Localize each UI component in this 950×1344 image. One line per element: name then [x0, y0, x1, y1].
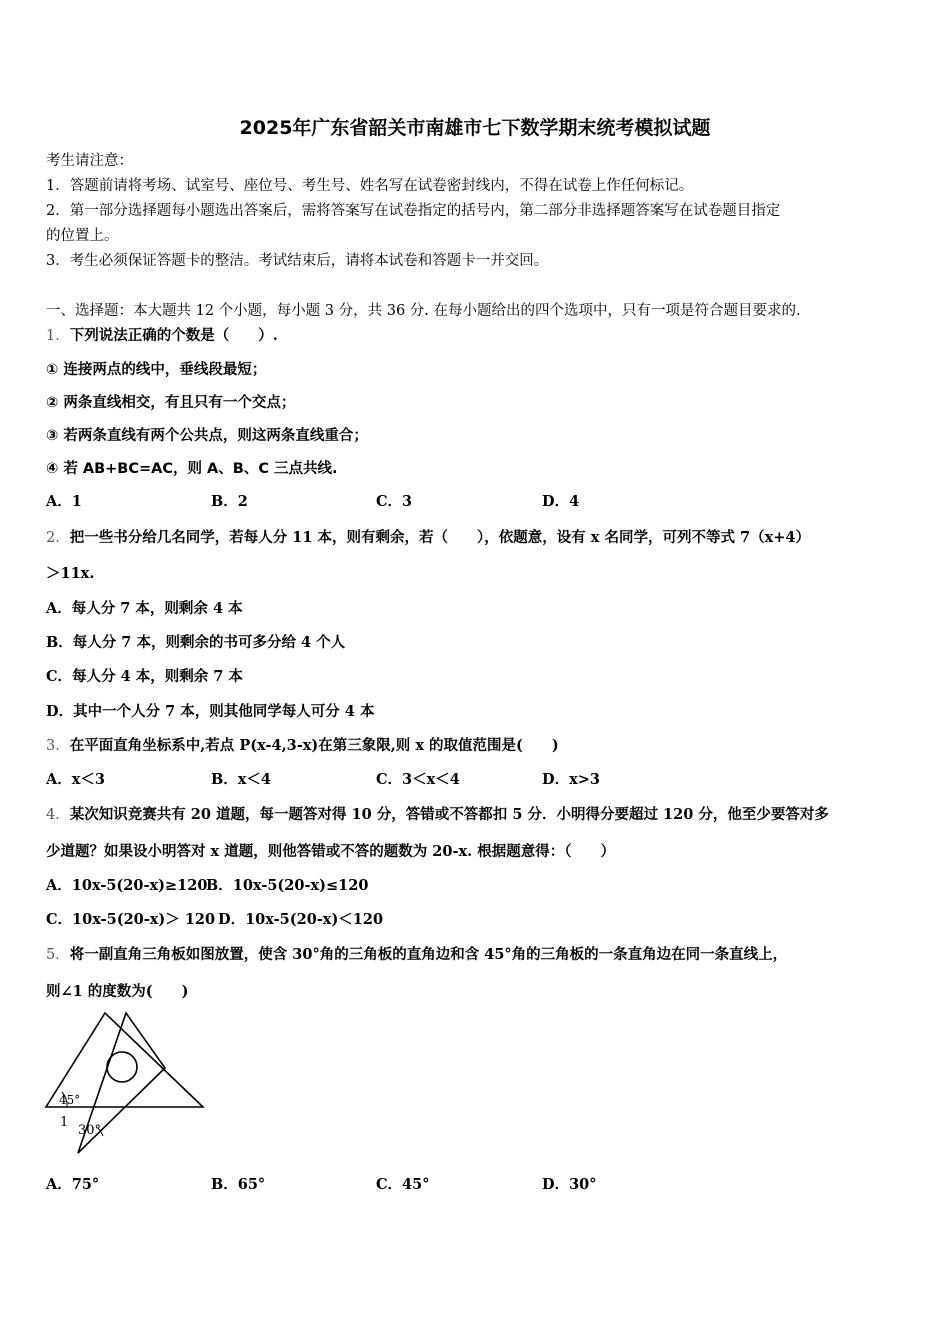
question-2-stem-line2: ＞11x. — [46, 565, 95, 582]
q1-option-d: D．4 — [542, 493, 580, 510]
q1-statement-1: ① 连接两点的线中，垂线段最短； — [46, 362, 267, 378]
q4-option-d: D．10x-5(20-x)＜120 — [218, 911, 384, 928]
q2-option-d: D．其中一个人分 7 本，则其他同学每人可分 4 本 — [46, 703, 375, 720]
q3-option-b: B．x＜4 — [211, 771, 271, 788]
question-2-number: 2． — [46, 530, 70, 546]
q1-option-a: A．1 — [46, 493, 82, 510]
q1-option-b: B．2 — [211, 493, 248, 510]
q1-statement-3: ③ 若两条直线有两个公共点，则这两条直线重合； — [46, 428, 368, 444]
q3-option-d: D．x>3 — [542, 771, 600, 788]
section-heading: 一、选择题：本大题共 12 个小题，每小题 3 分，共 36 分. 在每小题给出的四个选项中，只有一项是符合题目要求的. — [46, 303, 801, 319]
question-4-stem-line2: 少道题？如果设小明答对 x 道题，则他答错或不答的题数为 20-x. 根据题意得：（ ） — [46, 843, 615, 860]
question-5-stem-line1: 将一副直角三角板如图放置，使含 30°角的三角板的直角边和含 45°角的三角板的一条直角边在同一条直线上， — [69, 946, 788, 963]
q4-option-a: A．10x-5(20-x)≥120 — [46, 877, 208, 894]
label-45-degrees: 45° — [59, 1093, 81, 1107]
q3-option-a: A．x＜3 — [46, 771, 105, 788]
q5-option-b: B．65° — [211, 1176, 266, 1193]
question-3-number: 3． — [46, 738, 70, 754]
label-30-degrees: 30° — [78, 1123, 102, 1138]
question-4 — [46, 805, 829, 825]
question-1-stem: 下列说法正确的个数是（ ）. — [69, 327, 278, 344]
label-angle-1: 1 — [60, 1115, 69, 1130]
q1-statement-2: ② 两条直线相交，有且只有一个交点； — [46, 395, 296, 411]
question-5-number: 5． — [46, 947, 70, 963]
question-4-stem-line1: 某次知识竞赛共有 20 道题，每一题答对得 10 分，答错或不答都扣 5 分．小明得分要超过 120 分，他至少要答对多 — [69, 806, 829, 823]
question-3 — [46, 736, 559, 756]
q5-option-c: C．45° — [376, 1176, 430, 1193]
notice-item-3: 3．考生必须保证答题卡的整洁。考试结束后，请将本试卷和答题卡一并交回。 — [46, 253, 549, 269]
notice-heading: 考生请注意： — [46, 153, 133, 169]
q4-option-b: B．10x-5(20-x)≤120 — [206, 877, 369, 894]
q2-option-b: B．每人分 7 本，则剩余的书可多分给 4 个人 — [46, 634, 346, 651]
question-5-stem-line2: 则∠1 的度数为( ) — [46, 983, 189, 1000]
q5-option-a: A．75° — [46, 1176, 100, 1193]
notice-item-1: 1．答题前请将考场、试室号、座位号、考生号、姓名写在试卷密封线内，不得在试卷上作任何标记。 — [46, 178, 694, 194]
page-title: 2025年广东省韶关市南雄市七下数学期末统考模拟试题 — [239, 117, 711, 139]
q2-option-a: A．每人分 7 本，则剩余 4 本 — [46, 600, 243, 617]
q2-option-c: C．每人分 4 本，则剩余 7 本 — [46, 668, 243, 685]
question-4-number: 4． — [46, 807, 70, 823]
question-1 — [46, 326, 278, 346]
question-5 — [46, 945, 787, 965]
question-2-stem-line1: 把一些书分给几名同学，若每人分 11 本，则有剩余，若（ ），依题意，设有 x 名同学，可列不等式 7（x+4） — [69, 529, 811, 546]
notice-item-2: 2．第一部分选择题每小题选出答案后，需将答案写在试卷指定的括号内，第二部分非选择题答案写在试卷题目指定 — [46, 203, 781, 219]
triangle-set-square-figure — [40, 1008, 215, 1158]
question-2 — [46, 528, 810, 548]
q1-statement-4: ④ 若 AB+BC=AC，则 A、B、C 三点共线. — [46, 461, 338, 477]
question-3-stem: 在平面直角坐标系中,若点 P(x-4,3-x)在第三象限,则 x 的取值范围是( ) — [69, 737, 559, 754]
notice-item-2-cont: 的位置上。 — [46, 228, 119, 244]
q3-option-c: C．3＜x＜4 — [376, 771, 460, 788]
triangle-hole-circle — [107, 1052, 137, 1082]
question-1-number: 1． — [46, 328, 70, 344]
q4-option-c: C．10x-5(20-x)＞ 120 — [46, 911, 216, 928]
q1-option-c: C．3 — [376, 493, 413, 510]
q5-option-d: D．30° — [542, 1176, 597, 1193]
